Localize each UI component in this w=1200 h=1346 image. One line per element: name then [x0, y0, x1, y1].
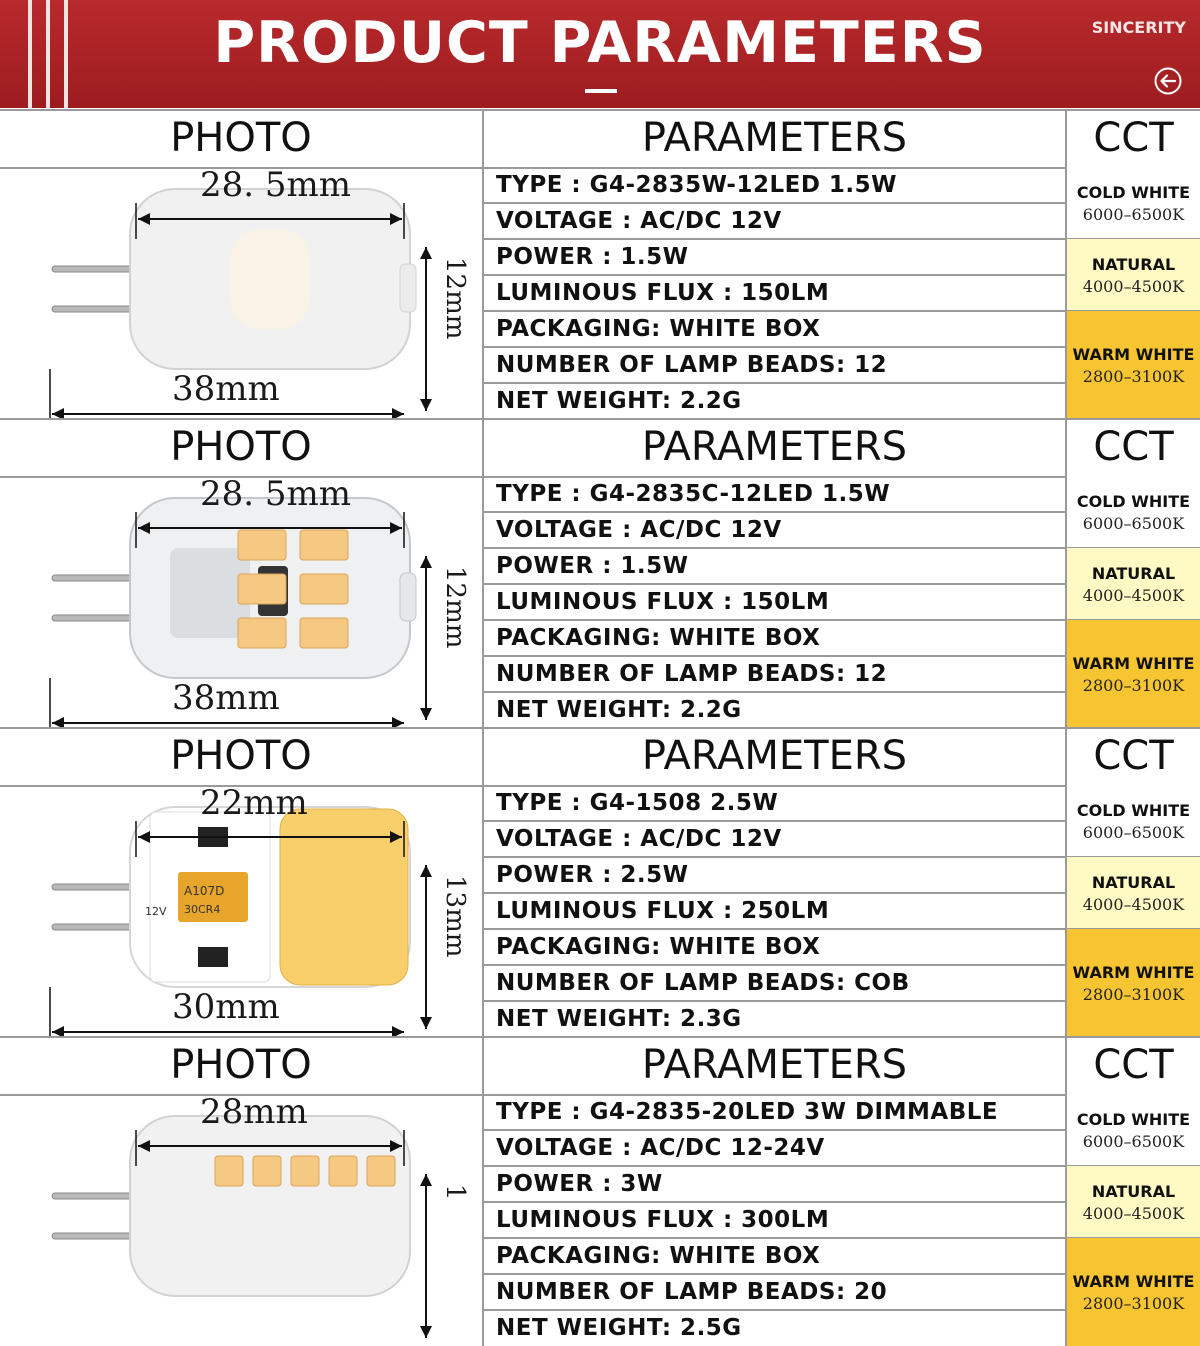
parameter-row: POWER : 1.5W: [496, 553, 689, 579]
product-photo: [0, 787, 482, 1037]
cct-range: 6000–6500K: [1082, 822, 1185, 842]
photo-header: PHOTO: [170, 733, 312, 779]
width-label: 28mm: [200, 1096, 308, 1132]
parameter-row: LUMINOUS FLUX : 150LM: [496, 280, 830, 306]
cct-name: NATURAL: [1091, 1181, 1176, 1201]
cct-cell: [1067, 1166, 1200, 1238]
led-glow: [230, 229, 310, 329]
led-chip: [215, 1156, 243, 1186]
cct-cell: [1067, 857, 1200, 929]
chip-label: A107D: [184, 884, 225, 898]
cct-header: CCT: [1093, 733, 1174, 779]
cct-range: 2800–3100K: [1082, 366, 1185, 386]
bulb-body: [130, 1116, 410, 1296]
photo-header: PHOTO: [170, 424, 312, 470]
width-label: 22mm: [200, 787, 308, 823]
cct-name: NATURAL: [1091, 872, 1176, 892]
bulb-drawing: [0, 1096, 482, 1346]
product-photo: [0, 1096, 482, 1346]
cct-cell: [1067, 785, 1200, 857]
product-photo: [0, 169, 482, 419]
product-block: [0, 109, 1200, 419]
cct-name: WARM WHITE: [1072, 653, 1195, 673]
parameter-row: TYPE : G4-2835-20LED 3W DIMMABLE: [496, 1099, 999, 1125]
parameters-header: PARAMETERS: [641, 1042, 908, 1088]
product-photo: [0, 478, 482, 728]
cct-cell: [1067, 929, 1200, 1037]
cct-name: COLD WHITE: [1076, 182, 1191, 202]
length-label: 38mm: [172, 678, 280, 718]
parameter-row: VOLTAGE : AC/DC 12-24V: [496, 1135, 825, 1161]
parameter-row: VOLTAGE : AC/DC 12V: [496, 826, 782, 852]
cct-name: COLD WHITE: [1076, 800, 1191, 820]
cct-cell: [1067, 620, 1200, 728]
cct-name: COLD WHITE: [1076, 491, 1191, 511]
led-chip: [238, 574, 286, 604]
parameter-row: LUMINOUS FLUX : 300LM: [496, 1207, 830, 1233]
led-chip: [300, 530, 348, 560]
height-label: 1: [440, 1184, 470, 1201]
cct-name: NATURAL: [1091, 254, 1176, 274]
cct-header: CCT: [1093, 424, 1174, 470]
parameter-row: LUMINOUS FLUX : 150LM: [496, 589, 830, 615]
brand-logo: SINCERITY: [1091, 18, 1186, 37]
cct-cell: [1067, 1094, 1200, 1166]
parameter-row: NUMBER OF LAMP BEADS: 20: [496, 1279, 888, 1305]
parameter-row: NET WEIGHT: 2.3G: [496, 1006, 742, 1032]
parameters-header: PARAMETERS: [641, 424, 908, 470]
parameter-row: TYPE : G4-2835W-12LED 1.5W: [496, 172, 898, 198]
photo-header: PHOTO: [170, 115, 312, 161]
cct-cell: [1067, 548, 1200, 620]
header-banner: [0, 0, 1200, 108]
cct-range: 4000–4500K: [1082, 585, 1185, 605]
parameter-row: NUMBER OF LAMP BEADS: COB: [496, 970, 910, 996]
led-chip: [238, 530, 286, 560]
height-label: 12mm: [440, 257, 470, 340]
height-label: 12mm: [440, 566, 470, 649]
cct-cell: [1067, 476, 1200, 548]
cct-name: NATURAL: [1091, 563, 1176, 583]
product-block: [0, 1036, 1200, 1346]
parameter-row: POWER : 3W: [496, 1171, 663, 1197]
title-underline: [585, 89, 617, 93]
parameter-row: NUMBER OF LAMP BEADS: 12: [496, 661, 888, 687]
width-label: 28. 5mm: [200, 478, 351, 514]
led-chip: [300, 618, 348, 648]
led-chip: [238, 618, 286, 648]
product-block: [0, 727, 1200, 1037]
parameters-header: PARAMETERS: [641, 115, 908, 161]
parameter-row: LUMINOUS FLUX : 250LM: [496, 898, 830, 924]
cct-range: 4000–4500K: [1082, 276, 1185, 296]
cct-range: 2800–3100K: [1082, 1293, 1185, 1313]
parameters-header: PARAMETERS: [641, 733, 908, 779]
chip-code: 30CR4: [184, 903, 221, 916]
voltage-mark: 12V: [145, 905, 167, 918]
height-label: 13mm: [440, 875, 470, 958]
parameter-row: NET WEIGHT: 2.2G: [496, 697, 742, 723]
parameter-row: NET WEIGHT: 2.2G: [496, 388, 742, 414]
cct-range: 6000–6500K: [1082, 1131, 1185, 1151]
cct-range: 6000–6500K: [1082, 513, 1185, 533]
cct-header: CCT: [1093, 1042, 1174, 1088]
cct-header: CCT: [1093, 115, 1174, 161]
cct-name: WARM WHITE: [1072, 344, 1195, 364]
cct-range: 2800–3100K: [1082, 984, 1185, 1004]
led-chip: [367, 1156, 395, 1186]
width-label: 28. 5mm: [200, 169, 351, 205]
cct-name: WARM WHITE: [1072, 962, 1195, 982]
cct-name: COLD WHITE: [1076, 1109, 1191, 1129]
cct-cell: [1067, 167, 1200, 239]
length-label: 30mm: [172, 987, 280, 1027]
parameter-row: PACKAGING: WHITE BOX: [496, 316, 821, 342]
cct-cell: [1067, 311, 1200, 419]
led-chip: [291, 1156, 319, 1186]
cob-chip: [280, 809, 408, 985]
parameter-row: PACKAGING: WHITE BOX: [496, 934, 821, 960]
parameter-row: VOLTAGE : AC/DC 12V: [496, 517, 782, 543]
cct-range: 4000–4500K: [1082, 894, 1185, 914]
cct-cell: [1067, 239, 1200, 311]
product-block: [0, 418, 1200, 728]
page-title: PRODUCT PARAMETERS: [213, 10, 987, 76]
diode: [198, 947, 228, 967]
parameter-row: NET WEIGHT: 2.5G: [496, 1315, 742, 1341]
led-chip: [300, 574, 348, 604]
parameter-row: PACKAGING: WHITE BOX: [496, 1243, 821, 1269]
parameter-row: NUMBER OF LAMP BEADS: 12: [496, 352, 888, 378]
bulb-tip: [400, 264, 416, 312]
cct-cell: [1067, 1238, 1200, 1346]
parameter-row: POWER : 2.5W: [496, 862, 689, 888]
cct-range: 4000–4500K: [1082, 1203, 1185, 1223]
parameter-row: TYPE : G4-1508 2.5W: [496, 790, 779, 816]
cct-range: 6000–6500K: [1082, 204, 1185, 224]
parameter-row: POWER : 1.5W: [496, 244, 689, 270]
parameter-row: VOLTAGE : AC/DC 12V: [496, 208, 782, 234]
photo-header: PHOTO: [170, 1042, 312, 1088]
led-chip: [253, 1156, 281, 1186]
parameter-row: TYPE : G4-2835C-12LED 1.5W: [496, 481, 891, 507]
back-arrow-icon[interactable]: [1153, 66, 1183, 96]
led-chip: [329, 1156, 357, 1186]
parameter-row: PACKAGING: WHITE BOX: [496, 625, 821, 651]
cct-range: 2800–3100K: [1082, 675, 1185, 695]
length-label: 38mm: [172, 369, 280, 409]
cct-name: WARM WHITE: [1072, 1271, 1195, 1291]
bulb-tip: [400, 573, 416, 621]
